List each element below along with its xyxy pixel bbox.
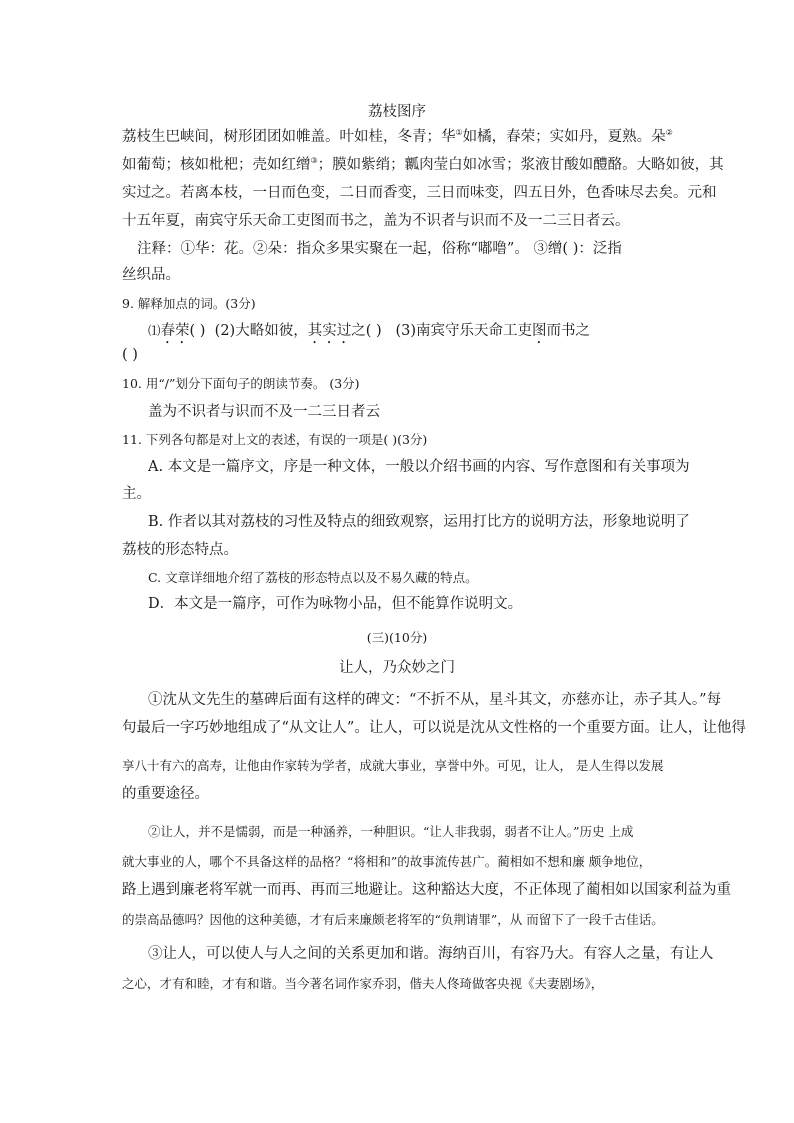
- essay-p2-line-2: 就大事业的人，哪个不具备这样的品格？“将相和”的故事流传甚广。蔺相如不想和廉 颇争地位，: [122, 854, 652, 869]
- poem-text: 如葡萄；核如枇杷；壳如红缯: [122, 157, 311, 173]
- essay-p3-line-2: 之心，才有和睦，才有和谐。当今著名词作家乔羽，偕夫人佟琦做客央视《夫妻剧场》，: [122, 976, 604, 991]
- question-9-answer-blank: ( ): [122, 347, 138, 363]
- poem-line-3: 实过之。若离本枝，一日而色变，二日而香变，三日而味变，四五日外，色香味尽去矣。元和: [122, 185, 717, 201]
- essay-p3-line-1: ③让人，可以使人与人之间的关系更加和谐。海纳百川，有容乃大。有容人之量，有让人: [148, 946, 714, 962]
- option-d: D．本文是一篇序，可作为咏物小品，但不能算作说明文。: [148, 596, 523, 612]
- essay-p1-line-1: ①沈从文先生的墓碑后面有这样的碑文：“不折不从，星斗其文，亦慈亦让，赤子其人。”每: [148, 692, 722, 708]
- footnote-mark: ①: [455, 128, 463, 138]
- section-3-header: (三)(10分): [366, 630, 428, 645]
- essay-p2-line-4: 的崇高品德吗？因他的这种美德，才有后来廉颇老将军的“负荆请罪”，从 而留下了一段千古佳话。: [122, 912, 664, 927]
- question-9-items: ⑴春荣( ) (2)大略如彼，其实过之( ) (3)南宾守乐天命工吏图而书之: [148, 323, 591, 339]
- option-b-line-2: 荔枝的形态特点。: [122, 542, 238, 558]
- dotted-word: 春荣: [160, 323, 190, 339]
- poem-note-1: 注释：①华：花。②朵：指众多果实聚在一起，俗称“嘟噜”。 ③缯( )：泛指: [137, 241, 622, 257]
- poem-title: 荔枝图序: [368, 104, 426, 120]
- poem-line-1: [122, 127, 682, 147]
- option-c: C. 文章详细地介绍了荔枝的形态特点以及不易久藏的特点。: [148, 570, 478, 585]
- question-10-sentence: 盖为不识者与识而不及一二三日者云: [148, 404, 380, 420]
- question-11-stem: 11. 下列各句都是对上文的表述，有误的一项是( )(3分): [122, 432, 428, 447]
- poem-text: ；膜如紫绡；瓤肉莹白如冰雪；浆液甘酸如醴酪。大略如彼，其: [317, 157, 724, 173]
- poem-note-2: 丝织品。: [122, 267, 180, 283]
- poem-line-4: 十五年夏，南宾守乐天命工吏图而书之，盖为不识者与识而不及一二三日者云。: [122, 213, 630, 229]
- option-b-line-1: B. 作者以其对荔枝的习性及特点的细致观察，运用打比方的说明方法，形象地说明了: [148, 514, 690, 530]
- dotted-word: 其实过: [307, 323, 352, 339]
- essay-p1-line-3: 享八十有六的高寿，让他由作家转为学者，成就大事业，享誉中外。可见，让人， 是人生得以发展: [122, 758, 664, 773]
- footnote-mark: ②: [665, 128, 673, 138]
- essay-p1-line-4: 的重要途径。: [122, 786, 209, 802]
- option-a-line-2: 主。: [122, 486, 151, 502]
- essay-p1-line-2: 句最后一字巧妙地组成了“从文让人”。让人，可以说是沈从文性格的一个重要方面。让人，让他得: [122, 720, 746, 736]
- essay-p2-line-1: ②让人，并不是懦弱，而是一种涵养，一种胆识。“让人非我弱，弱者不让人。”历史 上成: [148, 824, 634, 839]
- question-10-stem: 10. 用“/”划分下面句子的朗读节奏。 (3分): [122, 376, 360, 391]
- option-a-line-1: A. 本文是一篇序文，序是一种文体，一般以介绍书画的内容、写作意图和有关事项为: [148, 459, 690, 475]
- essay-p2-line-3: 路上遇到廉老将军就一而再、再而三地避让。这种豁达大度，不正体现了蔺相如以国家利益为重: [122, 882, 731, 898]
- question-9-stem: 9. 解释加点的词。(3分): [122, 296, 256, 311]
- poem-text: 荔枝生巴峡间，树形团团如帷盖。叶如桂，冬青；华: [122, 129, 456, 145]
- poem-line-2: [122, 155, 724, 175]
- dotted-word: 图: [532, 323, 547, 339]
- poem-text: 如橘，春荣；实如丹，夏熟。朵: [462, 129, 666, 145]
- section-3-title: 让人，乃众妙之门: [339, 660, 455, 676]
- footnote-mark: ③: [310, 156, 318, 166]
